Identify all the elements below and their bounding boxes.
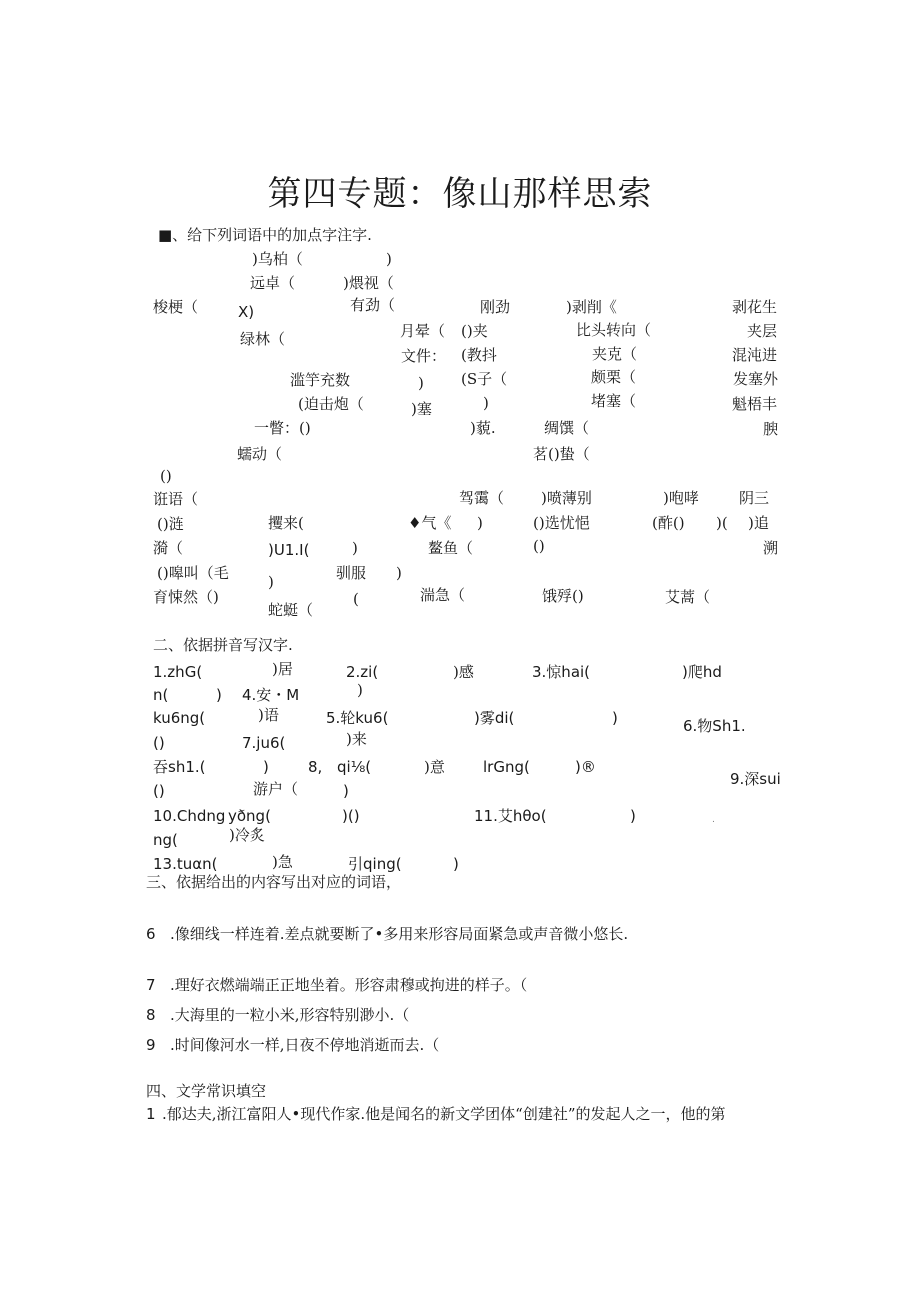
pinyin-item: 艾蒿（ (665, 588, 711, 606)
pinyin-write-item: ) (343, 782, 349, 800)
pinyin-item: )追 (748, 514, 769, 532)
pinyin-item: X) (238, 303, 255, 321)
pinyin-item: )藐. (470, 419, 496, 437)
pinyin-item: )咆哮 (663, 489, 699, 507)
pinyin-write-item: )爬hd (682, 663, 722, 681)
pinyin-item: 魁梧丰 (732, 395, 778, 413)
pinyin-write-item: )® (575, 758, 596, 776)
pinyin-write-item: ) (612, 709, 618, 727)
pinyin-item: 阴三 (739, 489, 770, 507)
pinyin-item: 远卓（ (250, 274, 296, 292)
pinyin-item: 蠕动（ (237, 445, 283, 463)
pinyin-item: () (533, 537, 545, 555)
section4-heading: 四、文学常识填空 (146, 1082, 267, 1100)
question-text: .大海里的一粒小米,形容特别渺小.（ (170, 1006, 410, 1024)
page-title: 第四专题：像山那样思索 (267, 174, 653, 214)
question-text: .时间像河水一样,日夜不停地消逝而去.（ (170, 1036, 440, 1054)
question-number: 1 (146, 1105, 156, 1123)
section2-heading: 二、依据拼音写汉字. (153, 636, 293, 654)
pinyin-write-item: 吞sh1.( (153, 758, 206, 776)
question-number: 9 (146, 1036, 156, 1054)
pinyin-item: ) (396, 564, 402, 582)
pinyin-write-item: ng( (153, 831, 178, 849)
pinyin-item: 茗()蛰（ (533, 445, 590, 463)
pinyin-item: ♦气《 (408, 514, 452, 532)
section1-heading: ■、给下列词语中的加点字注字. (158, 226, 372, 244)
section3-heading: 三、依据给出的内容写出对应的词语， (146, 873, 402, 891)
pinyin-write-item: 2.zi( (346, 663, 379, 681)
pinyin-item: ()选忧悒 (533, 514, 590, 532)
pinyin-write-item: 引qing( (348, 855, 402, 873)
pinyin-item: )喷薄别 (541, 489, 592, 507)
pinyin-item: )塞 (411, 400, 432, 418)
pinyin-write-item: 游户（ (253, 780, 299, 798)
pinyin-write-item: n( (153, 686, 169, 704)
pinyin-write-item: ) (453, 855, 459, 873)
pinyin-item: 梭梗（ (153, 298, 199, 316)
pinyin-item: 攫来( (268, 514, 304, 532)
pinyin-item: ( (353, 590, 359, 608)
pinyin-item: 一瞥：() (254, 419, 311, 437)
pinyin-item: )剥削《 (566, 298, 617, 316)
pinyin-write-item: . (712, 815, 715, 825)
pinyin-write-item: 5.轮ku6( (326, 709, 389, 727)
pinyin-item: (酢() (652, 514, 685, 532)
pinyin-item: 夹克（ (592, 345, 638, 363)
pinyin-write-item: 10.Chdng (153, 807, 226, 825)
pinyin-write-item: )居 (272, 660, 293, 678)
pinyin-item: 驯服 (336, 564, 367, 582)
pinyin-item: 文件： (401, 347, 447, 365)
pinyin-write-item: 13.tuαn( (153, 855, 218, 873)
pinyin-item: 剥花生 (732, 298, 778, 316)
pinyin-write-item: 4.安・M (242, 686, 300, 704)
pinyin-item: ) (418, 374, 424, 392)
pinyin-item: 鳌鱼（ (428, 539, 474, 557)
pinyin-item: )( (716, 514, 728, 532)
pinyin-item: 绸馔（ (544, 419, 590, 437)
question-text: .像细线一样连着.差点就要断了•多用来形容局面紧急或声音微小悠长. (170, 925, 629, 943)
pinyin-write-item: ) (357, 681, 363, 699)
pinyin-write-item: 11.艾hθo( (474, 807, 547, 825)
pinyin-write-item: )来 (346, 730, 367, 748)
pinyin-item: 颇栗（ (591, 368, 637, 386)
pinyin-item: ) (477, 514, 483, 532)
pinyin-item: 夹层 (747, 322, 778, 340)
pinyin-item: ()夹 (461, 322, 488, 340)
pinyin-item: )乌柏（ (252, 250, 303, 268)
pinyin-write-item: 3.惊hai( (532, 663, 591, 681)
pinyin-item: ) (386, 250, 392, 268)
pinyin-write-item: 6.物Sh1. (683, 717, 746, 735)
pinyin-write-item: ) (263, 758, 269, 776)
pinyin-item: 滥竽充数 (290, 371, 351, 389)
pinyin-item: (教抖 (461, 346, 497, 364)
pinyin-item: 比头转向（ (576, 321, 652, 339)
pinyin-write-item: lrGng( (483, 758, 530, 776)
pinyin-item: )煨视（ (343, 274, 394, 292)
pinyin-item: 蛇蜓（ (268, 601, 314, 619)
pinyin-item: 堵塞（ (591, 392, 637, 410)
pinyin-write-item: ) (630, 807, 636, 825)
pinyin-item: 诳语（ (153, 490, 199, 508)
pinyin-item: () (160, 467, 172, 485)
pinyin-item: (S子（ (461, 370, 508, 388)
pinyin-item: 驾霭（ (459, 489, 505, 507)
pinyin-write-item: () (153, 734, 165, 752)
pinyin-write-item: )冷炙 (229, 826, 265, 844)
pinyin-write-item: () (153, 782, 165, 800)
pinyin-write-item: ) (216, 686, 222, 704)
pinyin-item: )U1.I( (268, 541, 310, 559)
pinyin-write-item: 9.深sui (730, 770, 781, 788)
pinyin-item: ()嗥叫（毛 (157, 564, 229, 582)
pinyin-write-item: )感 (453, 663, 474, 681)
pinyin-item: 绿林（ (240, 330, 286, 348)
pinyin-write-item: 7.ju6( (242, 734, 286, 752)
pinyin-item: 漪（ (153, 539, 184, 557)
pinyin-item: ) (483, 394, 489, 412)
question-number: 6 (146, 925, 156, 943)
pinyin-write-item: 1.zhG( (153, 663, 203, 681)
pinyin-write-item: )意 (424, 758, 445, 776)
pinyin-item: 发塞外 (733, 370, 779, 388)
question-number: 7 (146, 976, 156, 994)
pinyin-write-item: )急 (272, 853, 293, 871)
pinyin-item: 腴 (763, 420, 779, 438)
pinyin-item: (迫击炮（ (298, 395, 364, 413)
pinyin-item: 育悚然（) (153, 588, 219, 606)
pinyin-item: 有劲（ (350, 296, 396, 314)
pinyin-write-item: )() (342, 807, 360, 825)
question-number: 8 (146, 1006, 156, 1024)
pinyin-write-item: ku6ng( (153, 709, 206, 727)
pinyin-write-item: 8, (308, 758, 323, 776)
question-text: .理好衣燃端端正正地坐着。形容肃穆或拘进的样子。（ (170, 976, 528, 994)
pinyin-item: 饿殍() (542, 587, 584, 605)
pinyin-item: 刚劲 (480, 298, 511, 316)
pinyin-item: 混沌进 (732, 346, 778, 364)
question-text: .郁达夫,浙江富阳人•现代作家.他是闻名的新文学团体“创建社”的发起人之一，他的第 (162, 1105, 726, 1123)
pinyin-item: 湍急（ (420, 586, 466, 604)
pinyin-item: ()涟 (157, 515, 184, 533)
pinyin-item: ) (268, 573, 274, 591)
pinyin-write-item: qi⅛( (337, 758, 372, 776)
pinyin-item: 溯 (763, 539, 779, 557)
pinyin-write-item: )雾di( (474, 709, 515, 727)
pinyin-item: ) (352, 539, 358, 557)
pinyin-item: 月晕（ (400, 322, 446, 340)
pinyin-write-item: yðng( (228, 807, 271, 825)
pinyin-write-item: )语 (258, 706, 279, 724)
